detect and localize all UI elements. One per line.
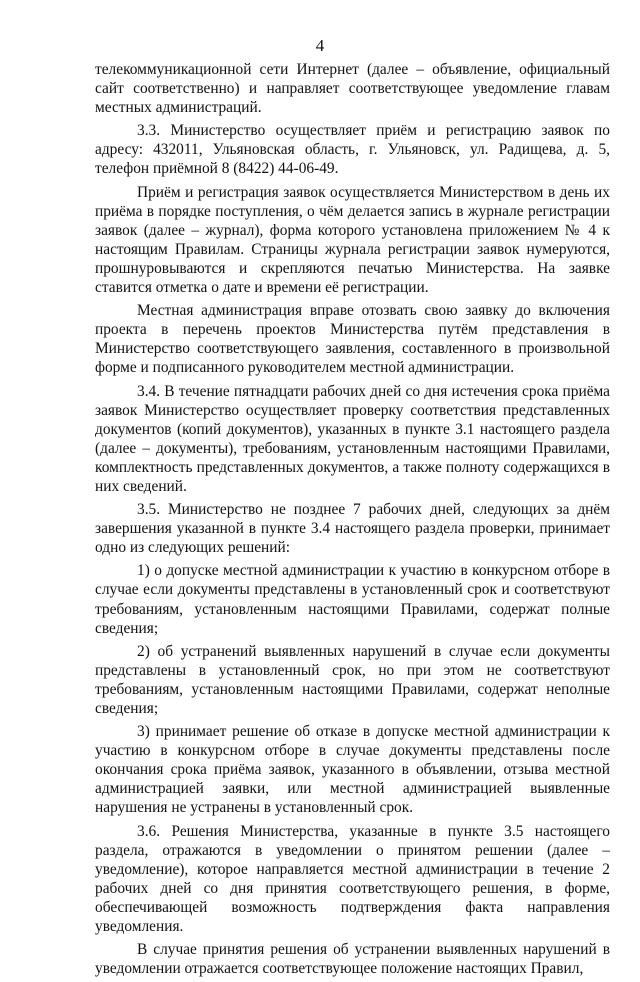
- document-body: [95, 60, 610, 982]
- paragraph-withdrawal: Местная администрация вправе отозвать свою заявку до включения проекта в перечень проектов Министерства путём представления в Министерство соответствующего заявления, составленного в произвольной форме и подписанного руководителем местной администрации.: [95, 302, 610, 377]
- paragraph-3-4: 3.4. В течение пятнадцати рабочих дней со дня истечения срока приёма заявок Министерство осуществляет проверку соответствия представленных документов (копий документов), указанных в пункте 3.1 настоящего раздела (далее – документы), требованиям, установленным настоящими Правилами, комплектность представленных документов, а также полноту содержащихся в них сведений.: [95, 382, 610, 495]
- paragraph-continuation: телекоммуникационной сети Интернет (далее – объявление, официальный сайт соответственно) и направляет соответствующее уведомление главам местных администраций.: [95, 61, 610, 117]
- paragraph-3-5: 3.5. Министерство не позднее 7 рабочих дней, следующих за днём завершения указанной в пункте 3.4 настоящего раздела проверки, принимает одно из следующих решений:: [95, 501, 610, 557]
- list-item-3: 3) принимает решение об отказе в допуске местной администрации к участию в конкурсном отборе в случае документы представлены после окончания срока приёма заявок, указанного в объявлении, отзыва местной администрацией заявки, или местной администрацией выявленные нарушения не устранены в установленный срок.: [95, 723, 610, 817]
- paragraph-3-3: 3.3. Министерство осуществляет приём и регистрацию заявок по адресу: 432011, Ульяновская область, г. Ульяновск, ул. Радищева, д. 5, телефон приёмной 8 (8422) 44-06-49.: [95, 122, 610, 178]
- paragraph-3-6: 3.6. Решения Министерства, указанные в пункте 3.5 настоящего раздела, отражаются в уведомлении о принятом решении (далее – уведомление), которое направляется местной администрации в течение 2 рабочих дней со дня принятия соответствующего решения, в форме, обеспечивающей возможность подтверждения факта направления уведомления.: [95, 822, 610, 936]
- list-item-1: 1) о допуске местной администрации к участию в конкурсном отборе в случае если документы представлены в установленный срок и соответствуют требованиям, установленным настоящими Правилами, содержат полные сведения;: [95, 562, 610, 637]
- paragraph-registration: Приём и регистрация заявок осуществляется Министерством в день их приёма в порядке поступления, о чём делается запись в журнале регистрации заявок (далее – журнал), форма которого установлена приложением № 4 к настоящим Правилам. Страницы журнала регистрации заявок нумеруются, прошнуровываются и скрепляются печатью Министерства. На заявке ставится отметка о дате и времени её регистрации.: [95, 183, 610, 297]
- paragraph-violations: В случае принятия решения об устранении выявленных нарушений в уведомлении отражается соответствующее положение настоящих Правил,: [95, 941, 610, 978]
- page-number: 4: [315, 36, 325, 55]
- list-item-2: 2) об устранений выявленных нарушений в случае если документы представлены в установленный срок, но при этом не соответствуют требованиям, установленным настоящими Правилами, содержат неполные сведения;: [95, 642, 610, 717]
